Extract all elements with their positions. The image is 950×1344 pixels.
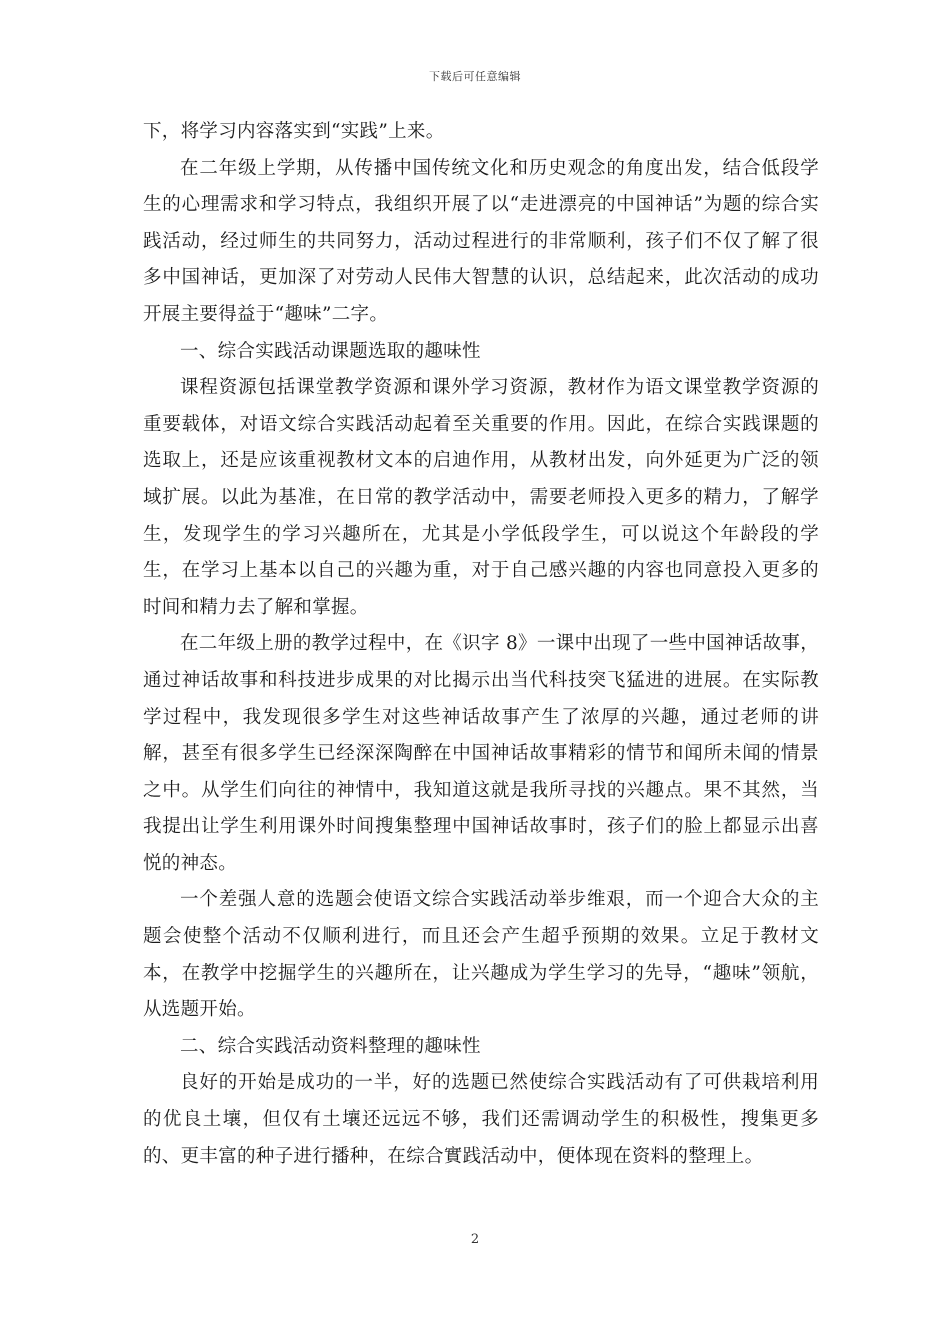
paragraph-teaching-process: 在二年级上册的教学过程中，在《识字 8》一课中出现了一些中国神话故事，通过神话故事和科技进步成果的对比揭示出当代科技突飞猛进的进展。在实际教学过程中，我发现很多学生对这些神话故事产生了浓厚的兴趣，通过老师的讲解，甚至有很多学生已经深深陶醉在中国神话故事精彩的情节和闻所未闻的情景之中。从学生们向往的神情中，我知道这就是我所寻找的兴趣点。果不其然，当我提出让学生利用课外时间搜集整理中国神话故事时，孩子们的脸上都显示出喜悦的神态。 <box>143 633 819 874</box>
paragraph-intro: 在二年级上学期，从传播中国传统文化和历史观念的角度出发，结合低段学生的心理需求和学习特点，我组织开展了以“走进漂亮的中国神话”为题的综合实践活动，经过师生的共同努力，活动过程进行的非常顺利，孩子们不仅了解了很多中国神话，更加深了对劳动人民伟大智慧的认识，总结起来，此次活动的成功开展主要得益于“趣味”二字。 <box>143 157 819 325</box>
page-number: 2 <box>470 1232 480 1247</box>
section-heading-1: 一、综合实践活动课题选取的趣味性 <box>180 340 481 362</box>
paragraph-continuation: 下，将学习内容落实到“实践”上来。 <box>143 121 445 142</box>
paragraph-material-organizing: 良好的开始是成功的一半，好的选题已然使综合实践活动有了可供栽培利用的优良土壤，但仅有土壤还远远不够，我们还需调动学生的积极性，搜集更多的、更丰富的种子进行播种，在综合實践活动中，便体现在资料的整理上。 <box>143 1072 819 1167</box>
page-header: 下载后可任意编辑 <box>429 70 521 83</box>
section-heading-2: 二、综合实践活动资料整理的趣味性 <box>180 1035 481 1057</box>
paragraph-topic-selection: 一个差强人意的选题会使语文综合实践活动举步维艰，而一个迎合大众的主题会使整个活动不仅顺利进行，而且还会产生超乎预期的效果。立足于教材文本，在教学中挖掘学生的兴趣所在，让兴趣成为学生学习的先导，“趣味”领航，从选题开始。 <box>143 889 819 1021</box>
document-body <box>143 114 819 1175</box>
paragraph-course-resources: 课程资源包括课堂教学资源和课外学习资源，教材作为语文课堂教学资源的重要载体，对语文综合实践活动起着至关重要的作用。因此，在综合实践课题的选取上，还是应该重视教材文本的启迪作用，从教材出发，向外延更为广泛的领域扩展。以此为基准，在日常的教学活动中，需要老师投入更多的精力，了解学生，发现学生的学习兴趣所在，尤其是小学低段学生，可以说这个年龄段的学生，在学习上基本以自己的兴趣为重，对于自己感兴趣的内容也同意投入更多的时间和精力去了解和掌握。 <box>143 377 819 618</box>
